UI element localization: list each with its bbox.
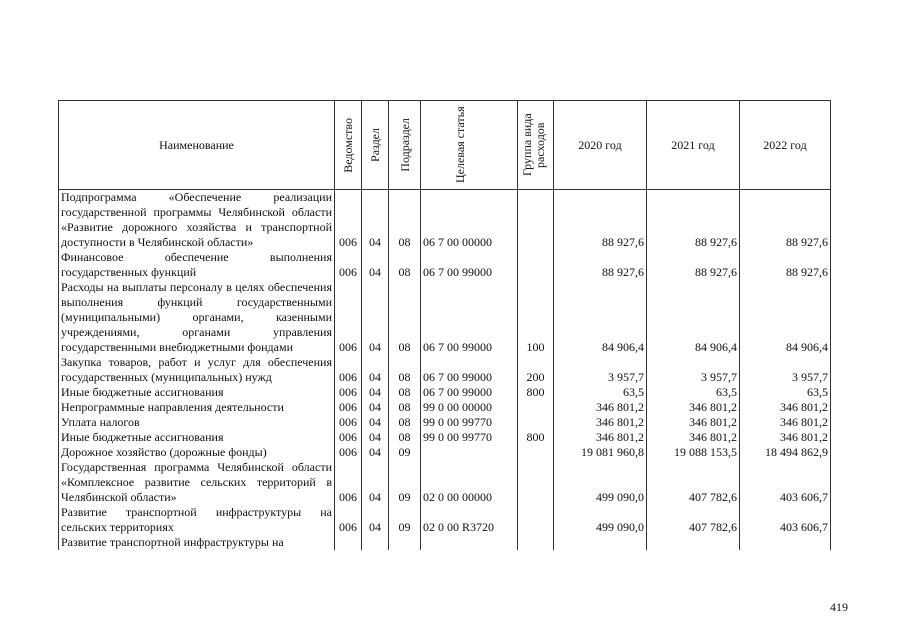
cell-celevaya: 06 7 00 99000: [421, 385, 518, 400]
cell-2021: 19 088 153,5: [647, 445, 740, 460]
cell-2020: 88 927,6: [554, 190, 647, 251]
cell-name: Уплата налогов: [59, 415, 335, 430]
header-2020: 2020 год: [554, 101, 647, 190]
header-gruppa-label: Группа вида расходов: [519, 113, 547, 177]
cell-razdel: 04: [362, 430, 389, 445]
cell-2022: 403 606,7: [740, 460, 831, 505]
cell-vedomstvo: 006: [335, 400, 362, 415]
cell-2022: 88 927,6: [740, 250, 831, 280]
cell-gruppa: [518, 535, 554, 550]
cell-gruppa: 800: [518, 430, 554, 445]
cell-2020: 19 081 960,8: [554, 445, 647, 460]
cell-razdel: 04: [362, 400, 389, 415]
cell-celevaya: 02 0 00 R3720: [421, 505, 518, 535]
cell-2022: 88 927,6: [740, 190, 831, 251]
cell-celevaya: [421, 445, 518, 460]
table-row: [59, 460, 831, 505]
cell-2021: 3 957,7: [647, 355, 740, 385]
cell-2022: 346 801,2: [740, 400, 831, 415]
table-row: [59, 280, 831, 355]
table-row: [59, 505, 831, 535]
header-razdel-label: Раздел: [368, 128, 382, 162]
table-row: [59, 400, 831, 415]
cell-2020: 346 801,2: [554, 415, 647, 430]
cell-razdel: 04: [362, 505, 389, 535]
budget-table: [58, 100, 831, 550]
cell-2022: 84 906,4: [740, 280, 831, 355]
cell-2021: 346 801,2: [647, 415, 740, 430]
table-row: [59, 445, 831, 460]
cell-vedomstvo: 006: [335, 460, 362, 505]
cell-celevaya: 06 7 00 99000: [421, 250, 518, 280]
cell-celevaya: [421, 535, 518, 550]
cell-razdel: 04: [362, 415, 389, 430]
table-row: [59, 250, 831, 280]
cell-2022: 403 606,7: [740, 505, 831, 535]
cell-vedomstvo: [335, 535, 362, 550]
page-number: 419: [830, 600, 848, 614]
cell-name: Закупка товаров, работ и услуг для обеспечения государственных (муниципальных) нужд: [59, 355, 335, 385]
cell-2022: 63,5: [740, 385, 831, 400]
cell-2020: 84 906,4: [554, 280, 647, 355]
table-row: [59, 535, 831, 550]
cell-gruppa: [518, 445, 554, 460]
cell-podrazdel: 09: [389, 460, 421, 505]
cell-celevaya: 99 0 00 99770: [421, 430, 518, 445]
cell-razdel: [362, 535, 389, 550]
cell-razdel: 04: [362, 385, 389, 400]
cell-2022: 346 801,2: [740, 430, 831, 445]
cell-vedomstvo: 006: [335, 355, 362, 385]
cell-name: Дорожное хозяйство (дорожные фонды): [59, 445, 335, 460]
cell-vedomstvo: 006: [335, 430, 362, 445]
cell-razdel: 04: [362, 445, 389, 460]
cell-celevaya: 06 7 00 99000: [421, 355, 518, 385]
header-2021: 2021 год: [647, 101, 740, 190]
cell-2022: [740, 535, 831, 550]
cell-2020: 499 090,0: [554, 505, 647, 535]
cell-2021: 88 927,6: [647, 190, 740, 251]
cell-gruppa: [518, 505, 554, 535]
header-gruppa: [518, 101, 554, 190]
cell-2021: 407 782,6: [647, 505, 740, 535]
cell-vedomstvo: 006: [335, 250, 362, 280]
cell-2020: 346 801,2: [554, 430, 647, 445]
table-row: [59, 355, 831, 385]
cell-2021: 346 801,2: [647, 400, 740, 415]
header-2022: 2022 год: [740, 101, 831, 190]
header-razdel: [362, 101, 389, 190]
cell-vedomstvo: 006: [335, 385, 362, 400]
cell-podrazdel: 08: [389, 430, 421, 445]
cell-gruppa: [518, 460, 554, 505]
cell-2021: 63,5: [647, 385, 740, 400]
cell-podrazdel: 08: [389, 280, 421, 355]
cell-name: Иные бюджетные ассигнования: [59, 430, 335, 445]
cell-podrazdel: 08: [389, 190, 421, 251]
cell-name: Расходы на выплаты персоналу в целях обеспечения выполнения функций государственными (муниципальными) органами, казенными учреждениями, органами управления государственными внебюджетными фондами: [59, 280, 335, 355]
cell-razdel: 04: [362, 355, 389, 385]
cell-2022: 18 494 862,9: [740, 445, 831, 460]
cell-2022: 3 957,7: [740, 355, 831, 385]
cell-2020: 499 090,0: [554, 460, 647, 505]
header-podrazdel: [389, 101, 421, 190]
cell-celevaya: 02 0 00 00000: [421, 460, 518, 505]
cell-celevaya: 06 7 00 00000: [421, 190, 518, 251]
cell-name: Развитие транспортной инфраструктуры на: [59, 535, 335, 550]
cell-razdel: 04: [362, 460, 389, 505]
table-header-row: [59, 101, 831, 190]
table-row: [59, 415, 831, 430]
cell-2021: 84 906,4: [647, 280, 740, 355]
header-celevaya: [421, 101, 518, 190]
cell-celevaya: 06 7 00 99000: [421, 280, 518, 355]
cell-vedomstvo: 006: [335, 415, 362, 430]
cell-vedomstvo: 006: [335, 445, 362, 460]
cell-podrazdel: 09: [389, 445, 421, 460]
table-row: [59, 385, 831, 400]
cell-2020: 88 927,6: [554, 250, 647, 280]
cell-podrazdel: [389, 535, 421, 550]
cell-name: Развитие транспортной инфраструктуры на сельских территориях: [59, 505, 335, 535]
header-podrazdel-label: Подраздел: [397, 118, 412, 172]
cell-celevaya: 99 0 00 00000: [421, 400, 518, 415]
cell-vedomstvo: 006: [335, 280, 362, 355]
cell-vedomstvo: 006: [335, 190, 362, 251]
cell-podrazdel: 08: [389, 415, 421, 430]
table-row: [59, 190, 831, 251]
cell-celevaya: 99 0 00 99770: [421, 415, 518, 430]
cell-name: Государственная программа Челябинской области «Комплексное развитие сельских территорий в Челябинской области»: [59, 460, 335, 505]
cell-name: Непрограммные направления деятельности: [59, 400, 335, 415]
cell-razdel: 04: [362, 190, 389, 251]
cell-2022: 346 801,2: [740, 415, 831, 430]
cell-2021: 88 927,6: [647, 250, 740, 280]
cell-podrazdel: 08: [389, 355, 421, 385]
cell-gruppa: [518, 400, 554, 415]
table-row: [59, 430, 831, 445]
cell-gruppa: 800: [518, 385, 554, 400]
header-vedomstvo: [335, 101, 362, 190]
cell-gruppa: [518, 250, 554, 280]
cell-gruppa: [518, 190, 554, 251]
header-name: Наименование: [59, 101, 335, 190]
cell-2021: 407 782,6: [647, 460, 740, 505]
cell-name: Финансовое обеспечение выполнения государственных функций: [59, 250, 335, 280]
cell-gruppa: 100: [518, 280, 554, 355]
cell-gruppa: 200: [518, 355, 554, 385]
cell-gruppa: [518, 415, 554, 430]
header-vedomstvo-label: Ведомство: [341, 117, 355, 173]
cell-2021: [647, 535, 740, 550]
cell-2020: 63,5: [554, 385, 647, 400]
cell-podrazdel: 08: [389, 400, 421, 415]
cell-razdel: 04: [362, 280, 389, 355]
cell-name: Иные бюджетные ассигнования: [59, 385, 335, 400]
cell-razdel: 04: [362, 250, 389, 280]
cell-2020: [554, 535, 647, 550]
cell-name: Подпрограмма «Обеспечение реализации государственной программы Челябинской области «Развитие дорожного хозяйства и транспортной доступности в Челябинской области»: [59, 190, 335, 251]
cell-podrazdel: 09: [389, 505, 421, 535]
cell-2020: 346 801,2: [554, 400, 647, 415]
cell-podrazdel: 08: [389, 385, 421, 400]
cell-2021: 346 801,2: [647, 430, 740, 445]
cell-vedomstvo: 006: [335, 505, 362, 535]
header-celevaya-label: Целевая статья: [453, 106, 467, 184]
cell-podrazdel: 08: [389, 250, 421, 280]
cell-2020: 3 957,7: [554, 355, 647, 385]
